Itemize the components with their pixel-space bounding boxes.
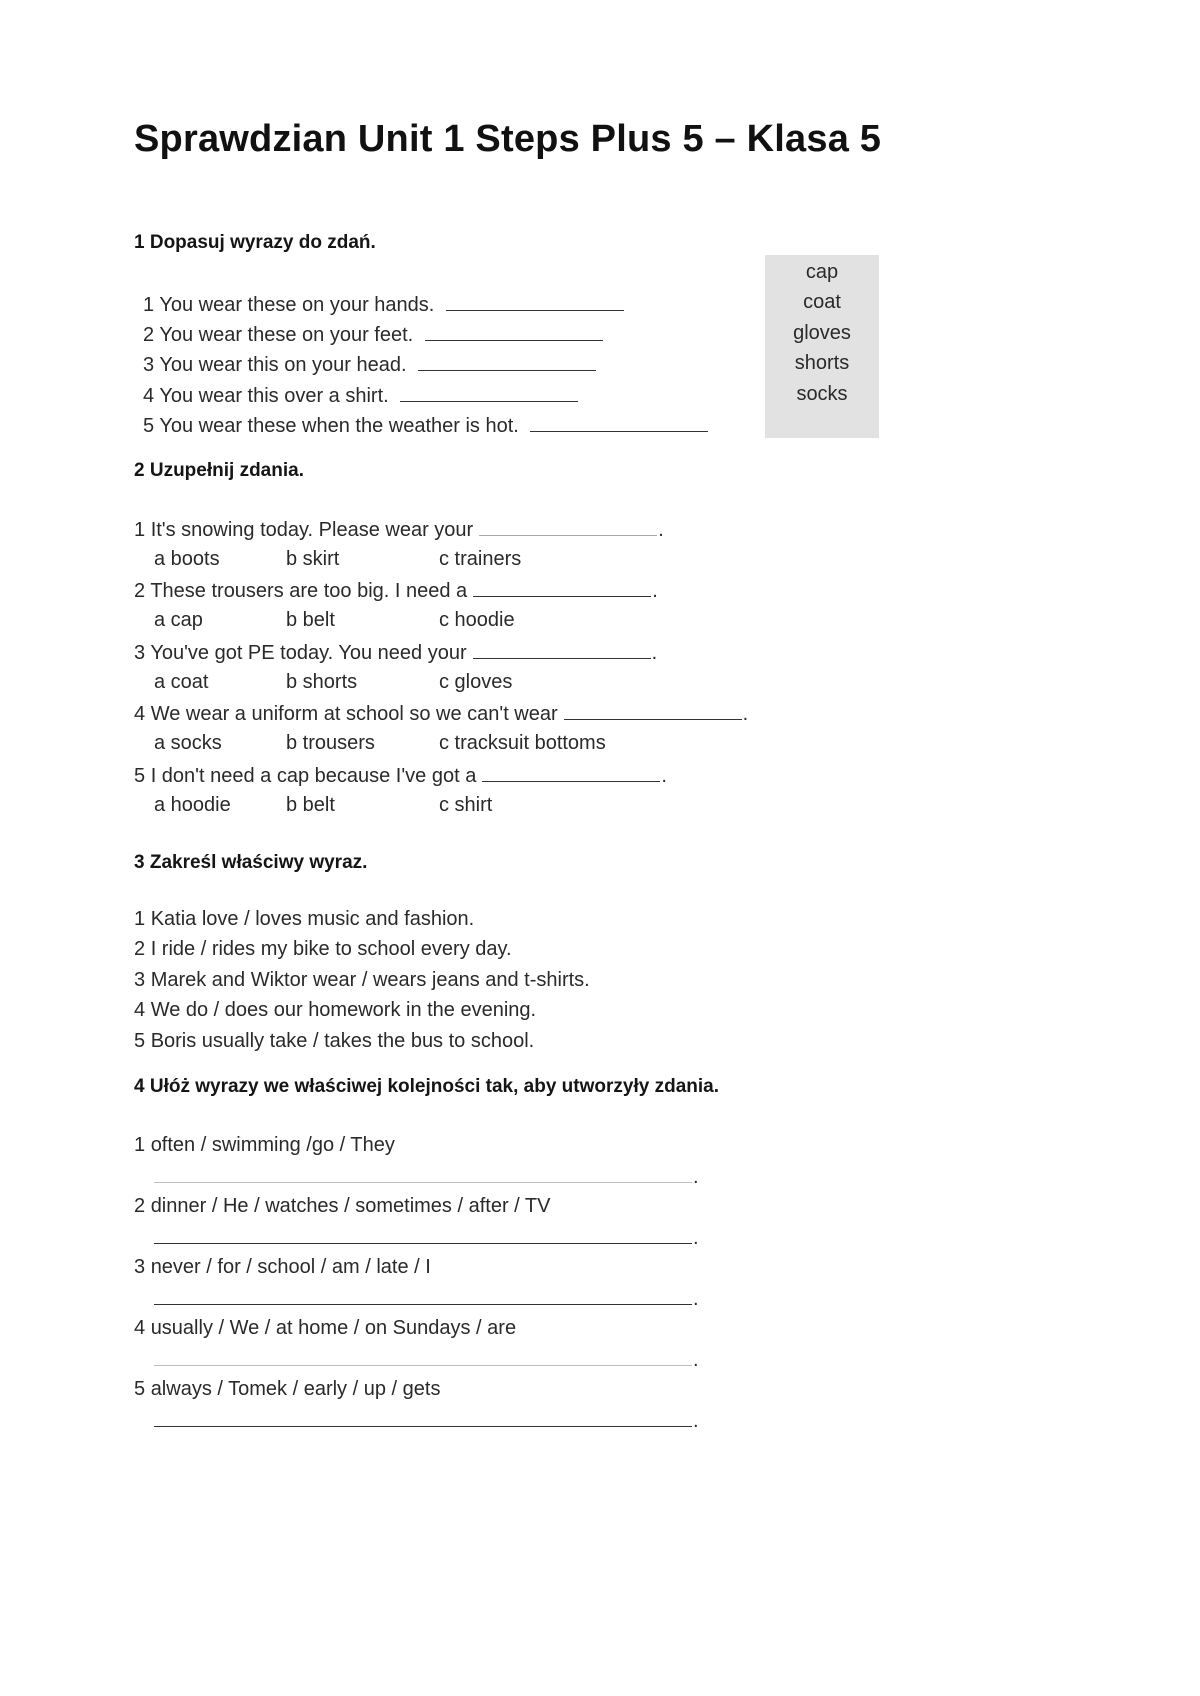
- period: .: [658, 519, 664, 541]
- exercise-3-item: [134, 908, 474, 931]
- item-text: never / for / school / am / late / I: [150, 1256, 431, 1278]
- item-text[interactable]: Boris usually take / takes the bus to school.: [150, 1030, 535, 1052]
- option-a[interactable]: a cap: [154, 609, 203, 631]
- item-number: 5: [134, 1378, 146, 1400]
- answer-line[interactable]: [154, 1243, 692, 1244]
- item-number: 2: [134, 1195, 146, 1217]
- answer-line[interactable]: [154, 1182, 692, 1183]
- exercise-4-item: [134, 1134, 395, 1157]
- item-number: 3: [134, 1256, 146, 1278]
- item-text: You wear these on your hands.: [159, 294, 435, 316]
- period: .: [693, 1166, 699, 1188]
- exercise-1-item: [143, 413, 708, 438]
- item-number: 3: [134, 969, 146, 991]
- exercise-1-item: [143, 383, 578, 408]
- period: .: [693, 1349, 699, 1371]
- exercise-1-item: [143, 322, 603, 347]
- item-text[interactable]: Marek and Wiktor wear / wears jeans and t-shirts.: [150, 969, 590, 991]
- answer-blank[interactable]: [473, 640, 651, 659]
- option-c[interactable]: c shirt: [439, 794, 493, 816]
- answer-blank[interactable]: [530, 413, 708, 432]
- item-number: 3: [143, 354, 155, 376]
- item-text: I don't need a cap because I've got a: [150, 765, 477, 787]
- item-text: You wear these on your feet.: [159, 324, 414, 346]
- exercise-2-item: [134, 578, 658, 603]
- exercise-4-heading: 4 Ułóż wyrazy we właściwej kolejności tak, aby utworzyły zdania.: [134, 1076, 719, 1097]
- exercise-3-item: [134, 999, 536, 1022]
- exercise-1-heading: 1 Dopasuj wyrazy do zdań.: [134, 232, 376, 253]
- answer-blank[interactable]: [479, 517, 657, 536]
- item-text: You've got PE today. You need your: [150, 642, 467, 664]
- item-number: 4: [143, 385, 155, 407]
- option-c[interactable]: c hoodie: [439, 609, 515, 631]
- exercise-3-heading: 3 Zakreśl właściwy wyraz.: [134, 852, 368, 873]
- exercise-4-item: [134, 1195, 550, 1218]
- item-text[interactable]: We do / does our homework in the evening.: [150, 999, 537, 1021]
- item-number: 3: [134, 642, 146, 664]
- item-text[interactable]: Katia love / loves music and fashion.: [150, 908, 475, 930]
- answer-blank[interactable]: [446, 292, 624, 311]
- exercise-3-item: [134, 938, 512, 961]
- exercise-4-item: [134, 1317, 516, 1340]
- answer-blank[interactable]: [564, 701, 742, 720]
- option-a[interactable]: a hoodie: [154, 794, 231, 816]
- option-b[interactable]: b trousers: [286, 732, 375, 754]
- period: .: [742, 703, 749, 725]
- answer-blank[interactable]: [473, 578, 651, 597]
- option-b[interactable]: b shorts: [286, 671, 358, 693]
- item-text: It's snowing today. Please wear your: [150, 519, 474, 541]
- item-number: 4: [134, 703, 146, 725]
- period: .: [693, 1288, 699, 1310]
- option-c[interactable]: c tracksuit bottoms: [439, 732, 606, 754]
- item-number: 2: [143, 324, 155, 346]
- exercise-3-item: [134, 1030, 534, 1053]
- exercise-2-item: [134, 640, 657, 665]
- exercise-3-item: [134, 969, 590, 992]
- word-bank-item: coat: [803, 291, 841, 313]
- answer-line[interactable]: [154, 1426, 692, 1427]
- item-text: dinner / He / watches / sometimes / after / TV: [150, 1195, 551, 1217]
- option-a[interactable]: a socks: [154, 732, 222, 754]
- word-bank-item: shorts: [794, 352, 850, 374]
- item-text: You wear this over a shirt.: [159, 385, 389, 407]
- exercise-2-item: [134, 517, 664, 542]
- period: .: [693, 1227, 699, 1249]
- item-text: You wear this on your head.: [159, 354, 407, 376]
- answer-blank[interactable]: [418, 352, 596, 371]
- option-a[interactable]: a boots: [154, 548, 220, 570]
- word-bank-item: cap: [805, 261, 839, 283]
- item-text: These trousers are too big. I need a: [150, 580, 468, 602]
- answer-blank[interactable]: [400, 383, 578, 402]
- option-b[interactable]: b belt: [286, 794, 335, 816]
- exercise-2-item: [134, 701, 748, 726]
- exercise-1-item: [143, 352, 596, 377]
- option-c[interactable]: c gloves: [439, 671, 513, 693]
- period: .: [652, 580, 658, 602]
- item-number: 1: [134, 908, 146, 930]
- item-text: usually / We / at home / on Sundays / are: [150, 1317, 517, 1339]
- word-bank: [765, 255, 879, 438]
- option-a[interactable]: a coat: [154, 671, 209, 693]
- answer-line[interactable]: [154, 1304, 692, 1305]
- item-text: often / swimming /go / They: [150, 1134, 395, 1156]
- page-title: Sprawdzian Unit 1 Steps Plus 5 – Klasa 5: [134, 118, 882, 160]
- word-bank-item: socks: [796, 383, 848, 405]
- answer-blank[interactable]: [482, 763, 660, 782]
- item-number: 1: [134, 519, 146, 541]
- period: .: [651, 642, 658, 664]
- item-number: 1: [143, 294, 155, 316]
- item-text[interactable]: I ride / rides my bike to school every day.: [150, 938, 512, 960]
- item-text: You wear these when the weather is hot.: [159, 415, 519, 437]
- item-number: 4: [134, 999, 146, 1021]
- item-number: 5: [134, 1030, 146, 1052]
- item-number: 2: [134, 580, 146, 602]
- period: .: [693, 1410, 699, 1432]
- answer-line[interactable]: [154, 1365, 692, 1366]
- item-number: 4: [134, 1317, 146, 1339]
- item-number: 1: [134, 1134, 146, 1156]
- option-b[interactable]: b skirt: [286, 548, 340, 570]
- item-number: 2: [134, 938, 146, 960]
- exercise-4-item: [134, 1256, 431, 1279]
- answer-blank[interactable]: [425, 322, 603, 341]
- exercise-2-heading: 2 Uzupełnij zdania.: [134, 460, 304, 481]
- item-text: always / Tomek / early / up / gets: [150, 1378, 441, 1400]
- exercise-4-item: [134, 1378, 440, 1401]
- item-number: 5: [143, 415, 155, 437]
- word-bank-item: gloves: [793, 322, 851, 344]
- option-b[interactable]: b belt: [286, 609, 335, 631]
- item-text: We wear a uniform at school so we can't wear: [150, 703, 558, 725]
- item-number: 5: [134, 765, 146, 787]
- exercise-1-item: [143, 292, 624, 317]
- exercise-2-item: [134, 763, 667, 788]
- period: .: [661, 765, 667, 787]
- option-c[interactable]: c trainers: [439, 548, 522, 570]
